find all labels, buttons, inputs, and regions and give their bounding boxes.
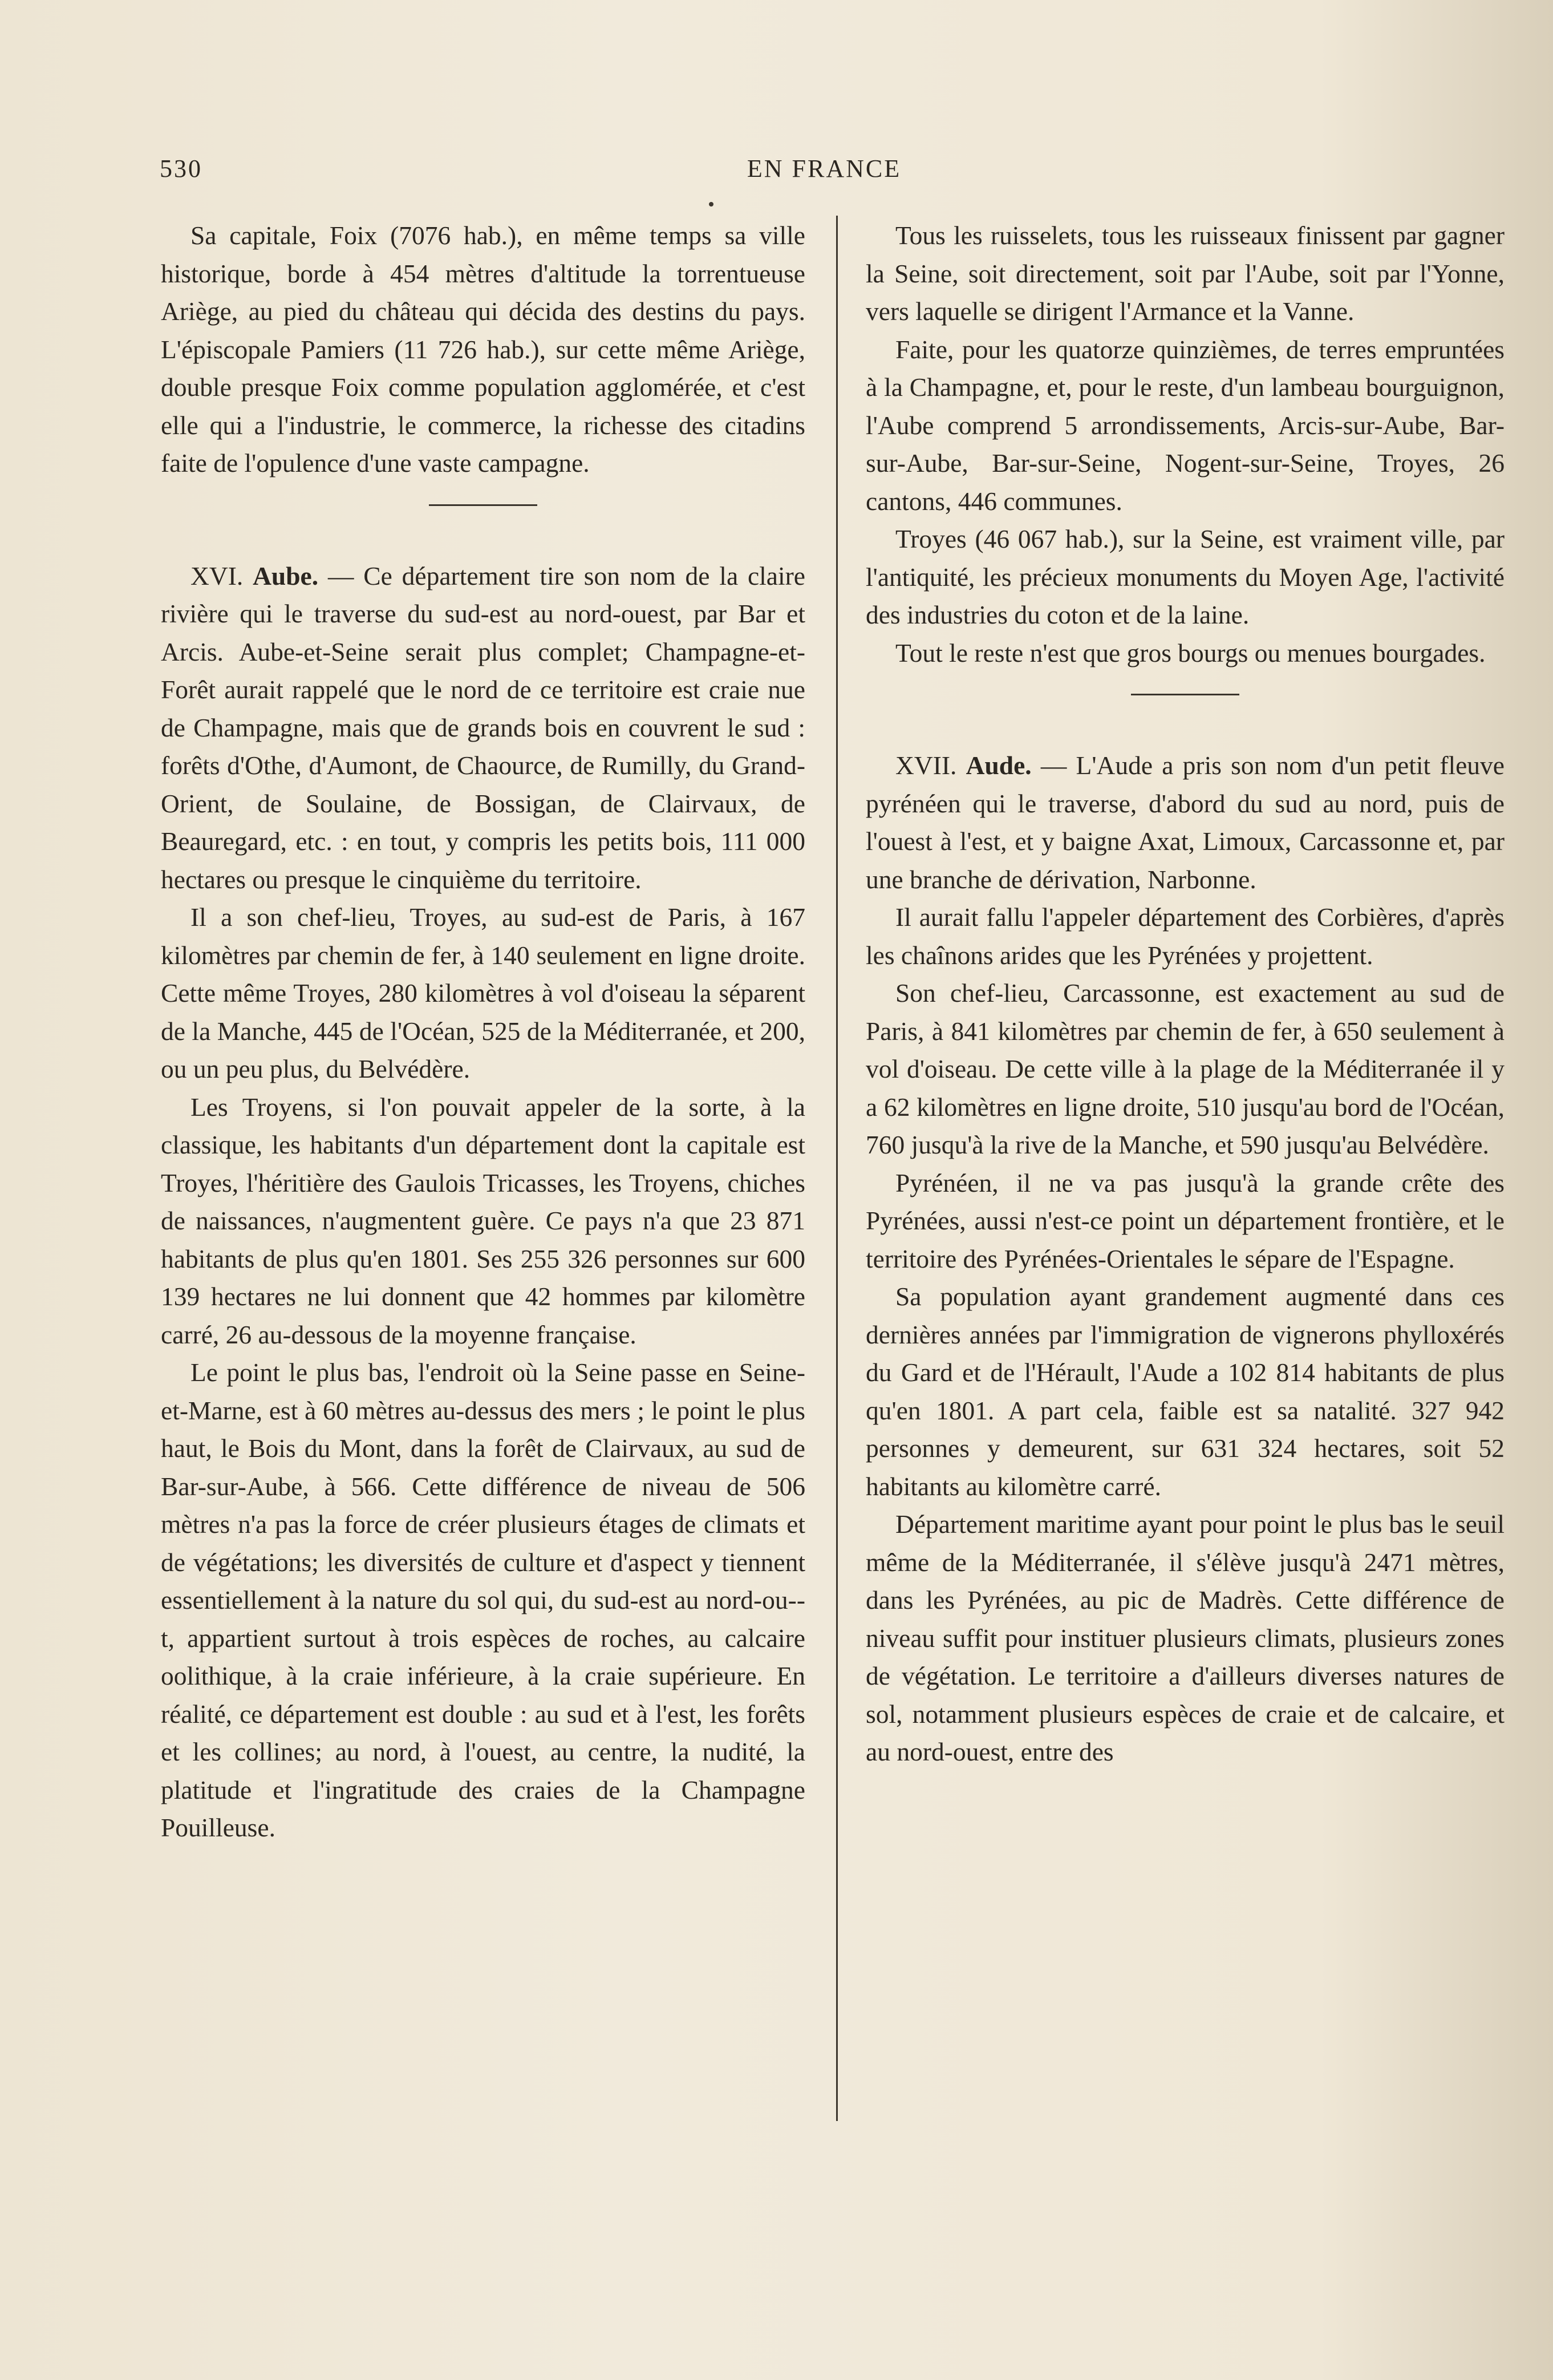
paragraph-foix: Sa capitale, Foix (7076 hab.), en même temps sa ville historique, borde à 454 mètres d'altitude la torrentueuse Ariège, au pied du château qui décida des destins du pays. L'épiscopale Pamiers (11 726 hab.), sur cette même Ariège, double presque Foix comme population agglomérée, et c'est elle qui a l'industrie, le commerce, la richesse des citadins faite de l'opulence d'une vaste campagne. xyxy=(161,221,805,477)
section-title-aube: Aube. xyxy=(253,561,319,590)
paragraph-arrondissements: Faite, pour les quatorze quinzièmes, de terres empruntées à la Champagne, et, pour le reste, d'un lambeau bourguignon, l'Aube comprend 5 arrondissements, Arcis-sur-Aube, Bar-sur-Aube, Bar-sur-Seine, Nogent-sur-Seine, Troyes, 26 cantons, 446 communes. xyxy=(866,334,1505,516)
paragraph-bourgs: Tout le reste n'est que gros bourgs ou menues bourgades. xyxy=(895,638,1486,667)
page-number: 530 xyxy=(160,155,202,183)
paragraph-aube-intro xyxy=(161,557,805,899)
section-number-xvi: XVI. xyxy=(190,561,244,590)
paragraph-corbieres: Il aurait fallu l'appeler département des Corbières, d'après les chaînons arides que les Pyrénées y projettent. xyxy=(866,902,1505,970)
right-column xyxy=(866,217,1505,1771)
paragraph-relief: Le point le plus bas, l'endroit où la Seine passe en Seine-et-Marne, est à 60 mètres au-dessus des mers ; le point le plus haut, le Bois du Mont, dans la forêt de Clairvaux, au sud de Bar-sur-Aube, à 566. Cette différence de niveau de 506 mètres n'a pas la force de créer plusieurs étages de climats et de végétations; les diversités de culture et d'aspect y tiennent essentiellement à la nature du sol qui, du sud-est au nord-ou--t, appartient surtout à trois espèces de roches, au calcaire oolithique, à la craie inférieure, à la craie supérieure. En réalité, ce département est double : au sud et à l'est, les forêts et les collines; au nord, à l'ouest, au centre, la nudité, la platitude et l'ingratitude des craies de la Champagne Pouilleuse. xyxy=(161,1358,805,1842)
paragraph-pyreneen: Pyrénéen, il ne va pas jusqu'à la grande crête des Pyrénées, aussi n'est-ce point un département frontière, et le territoire des Pyrénées-Orientales le sépare de l'Espagne. xyxy=(866,1168,1505,1273)
paragraph-troyes-city: Troyes (46 067 hab.), sur la Seine, est vraiment ville, par l'antiquité, les précieux monuments du Moyen Age, l'activité des industries du coton et de la laine. xyxy=(866,524,1505,629)
paragraph-aude-intro xyxy=(866,747,1505,898)
paragraph-troyes-location: Il a son chef-lieu, Troyes, au sud-est de Paris, à 167 kilomètres par chemin de fer, à 140 seulement en ligne droite. Cette même Troyes, 280 kilomètres à vol d'oiseau la séparent de la Manche, 445 de l'Océan, 525 de la Méditerranée, et 200, ou un peu plus, du Belvédère. xyxy=(161,902,805,1083)
paragraph-troyens: Les Troyens, si l'on pouvait appeler de la sorte, à la classique, les habitants d'un département dont la capitale est Troyes, l'héritière des Gaulois Tricasses, les Troyens, chiches de naissances, n'augmentent guère. Ce pays n'a que 23 871 habitants de plus qu'en 1801. Ses 255 326 personnes sur 600 139 hectares ne lui donnent que 42 hommes par kilomètre carré, 26 au-dessous de la moyenne française. xyxy=(161,1092,805,1349)
paragraph-population: Sa population ayant grandement augmenté dans ces dernières années par l'immigration de vignerons phylloxérés du Gard et de l'Hérault, l'Aude a 102 814 habitants de plus qu'en 1801. A part cela, faible est sa natalité. 327 942 personnes y demeurent, sur 631 324 hectares, soit 52 habitants au kilomètre carré. xyxy=(866,1282,1505,1501)
section-spacer xyxy=(866,695,1505,747)
section-title-aude: Aude. xyxy=(966,751,1032,780)
paragraph-maritime: Département maritime ayant pour point le plus bas le seuil même de la Méditerranée, il s'élève jusqu'à 2471 mètres, dans les Pyrénées, au pic de Madrès. Cette différence de niveau suffit pour instituer plusieurs climats, plusieurs zones de végétation. Le territoire a d'ailleurs diverses natures de sol, notamment plusieurs espèces de craie et de calcaire, et au nord-ouest, entre des xyxy=(866,1509,1505,1766)
ornament-dot xyxy=(709,202,713,207)
paragraph-rivers: Tous les ruisselets, tous les ruisseaux finissent par gagner la Seine, soit directement, soit par l'Aube, soit par l'Yonne, vers laquelle se dirigent l'Armance et la Vanne. xyxy=(866,221,1505,326)
aube-intro-text: — Ce département tire son nom de la claire rivière qui le traverse du sud-est au nord-ouest, par Bar et Arcis. Aube-et-Seine serait plus complet; Champagne-et-Forêt aurait rappelé que le nord de ce territoire est craie nue de Champagne, mais que de grands bois en couvrent le sud : forêts d'Othe, d'Aumont, de Chaource, de Rumilly, du Grand-Orient, de Soulaine, de Bossigan, de Clairvaux, de Beauregard, etc. : en tout, y compris les petits bois, 111 000 hectares ou presque le cinquième du territoire. xyxy=(161,561,805,894)
left-column xyxy=(161,217,805,1847)
aude-intro-text: — L'Aude a pris son nom d'un petit fleuve pyrénéen qui le traverse, d'abord du sud au nord, puis de l'ouest à l'est, et y baigne Axat, Limoux, Carcassonne et, par une branche de dérivation, Narbonne. xyxy=(866,751,1505,894)
paragraph-carcassonne: Son chef-lieu, Carcassonne, est exactement au sud de Paris, à 841 kilomètres par chemin de fer, à 650 seulement à vol d'oiseau. De cette ville à la plage de la Méditerranée il y a 62 kilomètres en ligne droite, 510 jusqu'au bord de l'Océan, 760 jusqu'à la rive de la Manche, et 590 jusqu'au Belvédère. xyxy=(866,978,1505,1159)
section-spacer xyxy=(161,506,805,557)
section-number-xvii: XVII. xyxy=(895,751,957,780)
running-head xyxy=(160,154,1489,188)
column-divider xyxy=(836,216,838,2121)
running-title: EN FRANCE xyxy=(747,155,902,183)
